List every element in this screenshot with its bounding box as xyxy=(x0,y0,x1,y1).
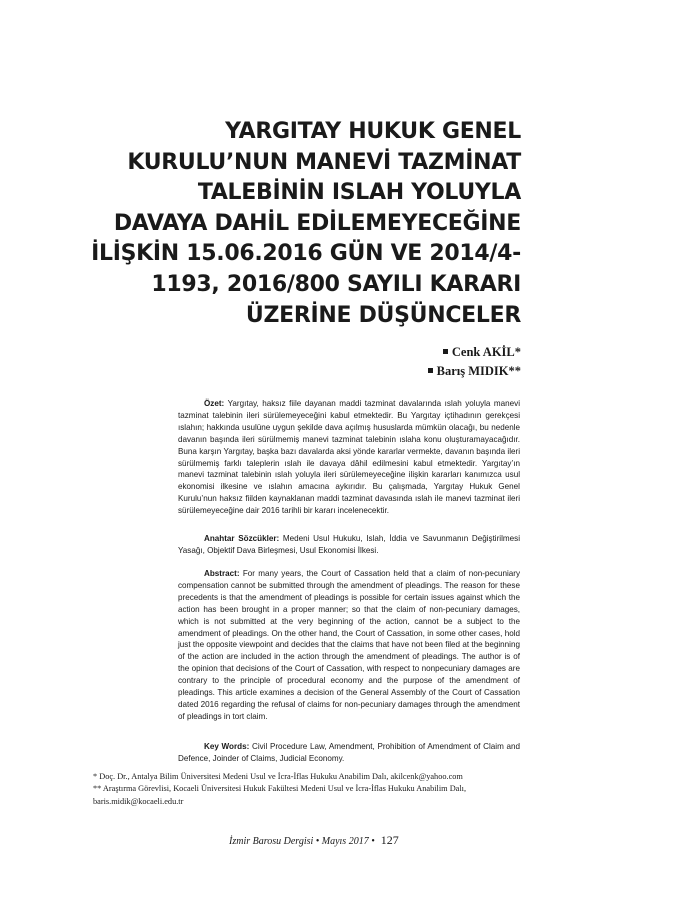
abstract-label: Abstract: xyxy=(204,569,240,578)
title-line: YARGITAY HUKUK GENEL xyxy=(225,119,521,144)
author xyxy=(428,343,521,362)
title-line: DAVAYA DAHİL EDİLEMEYECEĞİNE xyxy=(113,210,521,236)
footnote-line: * Doç. Dr., Antalya Bilim Üniversitesi Medeni Usul ve İcra-İflas Hukuku Anabilim Dalı, akilcenk@yahoo.com xyxy=(93,772,463,781)
title-line: KURULU’NUN MANEVİ TAZMİNAT xyxy=(127,149,521,175)
turkish-keywords xyxy=(178,533,520,557)
author-name: Barış MIDIK** xyxy=(436,364,521,378)
author-list xyxy=(428,343,521,381)
author xyxy=(428,362,521,381)
english-abstract xyxy=(178,568,520,723)
keywords-label: Key Words: xyxy=(204,742,250,751)
author-name: Cenk AKİL* xyxy=(451,345,521,359)
footnotes xyxy=(93,771,525,808)
footnote-line: ** Araştırma Görevlisi, Kocaeli Üniversitesi Hukuk Fakültesi Medeni Usul ve İcra-İflas Hukuku Anabilim Dalı, xyxy=(93,784,467,794)
turkish-abstract xyxy=(178,398,520,517)
english-keywords xyxy=(178,741,520,765)
anahtar-text: Medeni Usul Hukuku, Islah, İddia ve Savunmanın Değiştirilmesi Yasağı, Objektif Dava Birleşmesi, Usul Ekonomisi İlkesi. xyxy=(178,534,520,555)
journal-name: İzmir Barosu Dergisi • Mayıs 2017 • xyxy=(229,836,375,847)
bullet-square-icon xyxy=(428,368,433,373)
page-number: 127 xyxy=(380,833,399,847)
bullet-square-icon xyxy=(443,349,448,354)
keywords-text: Civil Procedure Law, Amendment, Prohibition of Amendment of Claim and Defence, Joinder of Claims, Judicial Economy. xyxy=(178,742,521,763)
anahtar-label: Anahtar Sözcükler: xyxy=(204,534,280,543)
page-footer xyxy=(229,833,399,848)
footnote-line: baris.midik@kocaeli.edu.tr xyxy=(93,796,184,806)
title-line: ÜZERİNE DÜŞÜNCELER xyxy=(245,302,521,328)
article-title xyxy=(81,117,521,331)
title-line: 1193, 2016/800 SAYILI KARARI xyxy=(151,271,521,297)
ozet-label: Özet: xyxy=(204,399,225,408)
ozet-text: Yargıtay, haksız fiile dayanan maddi tazminat davalarında ıslah yoluyla manevi tazminat talebinin ileri sürülemeyeceğini kabul etmektedir. Bu Yargıtay içtihadının gerekçesi ıslahın; hakkında usulüne uygun şekilde dava açılmış hususlarda mümkün olacağı, bu nedenle davanın başında ileri sürülmemiş manevi tazminat talebinin ıslaha konu oluşturamayacağıdır. Buna karşın Yargıtay, başka bazı davalarda aksi yönde kararlar vermekte, davanın başında ileri sürülmemiş farklı taleplerin ıslah ile davaya dâhil edilmesini kabul etmektedir. Yargıtay’ın manevi tazminat talebinin ıslah yoluyla ileri sürülemeyeceğine ilişkin kararları kanımızca usul ekonomisi ilkesine ve ıslahın amacına aykırıdır. Bu çalışmada, Yargıtay Hukuk Genel Kurulu’nun haksız fiilden kaynaklanan maddi tazminat davasında ıslah ile manevi tazminat ileri sürülemeyeceğine dair 2016 tarihli bir kararı incelenecektir. xyxy=(178,399,520,516)
title-line: TALEBİNİN ISLAH YOLUYLA xyxy=(197,180,521,206)
abstract-text: For many years, the Court of Cassation held that a claim of non-pecuniary compensation cannot be submitted through the amendment of pleadings. The reason for these precedents is that the amendment of pleadings is possible for certain issues against which the action has been brought in a proper manner; so that the claim of non-pecuniary damages, which is not submitted at the very beginning of the action, cannot be a subject to the amendment of pleadings. On the other hand, the Court of Cassation, in some other cases, hold just the opposite viewpoint and decides that the claims that have not been filed at the beginning of the action are included in the action through the amendment of pleadings. The author is of the opinion that decisions of the Court of Cassation, with respect to nonpecuniary damages are contrary to the principle of procedural economy and the purpose of the amendment of pleadings. This article examines a decision of the General Assembly of the Court of Cassation dated 2016 regarding the refusal of claims for non-pecuniary damages through the amendment of pleadings in tort claim. xyxy=(178,569,521,721)
title-line: İLİŞKİN 15.06.2016 GÜN VE 2014/4- xyxy=(91,241,521,267)
